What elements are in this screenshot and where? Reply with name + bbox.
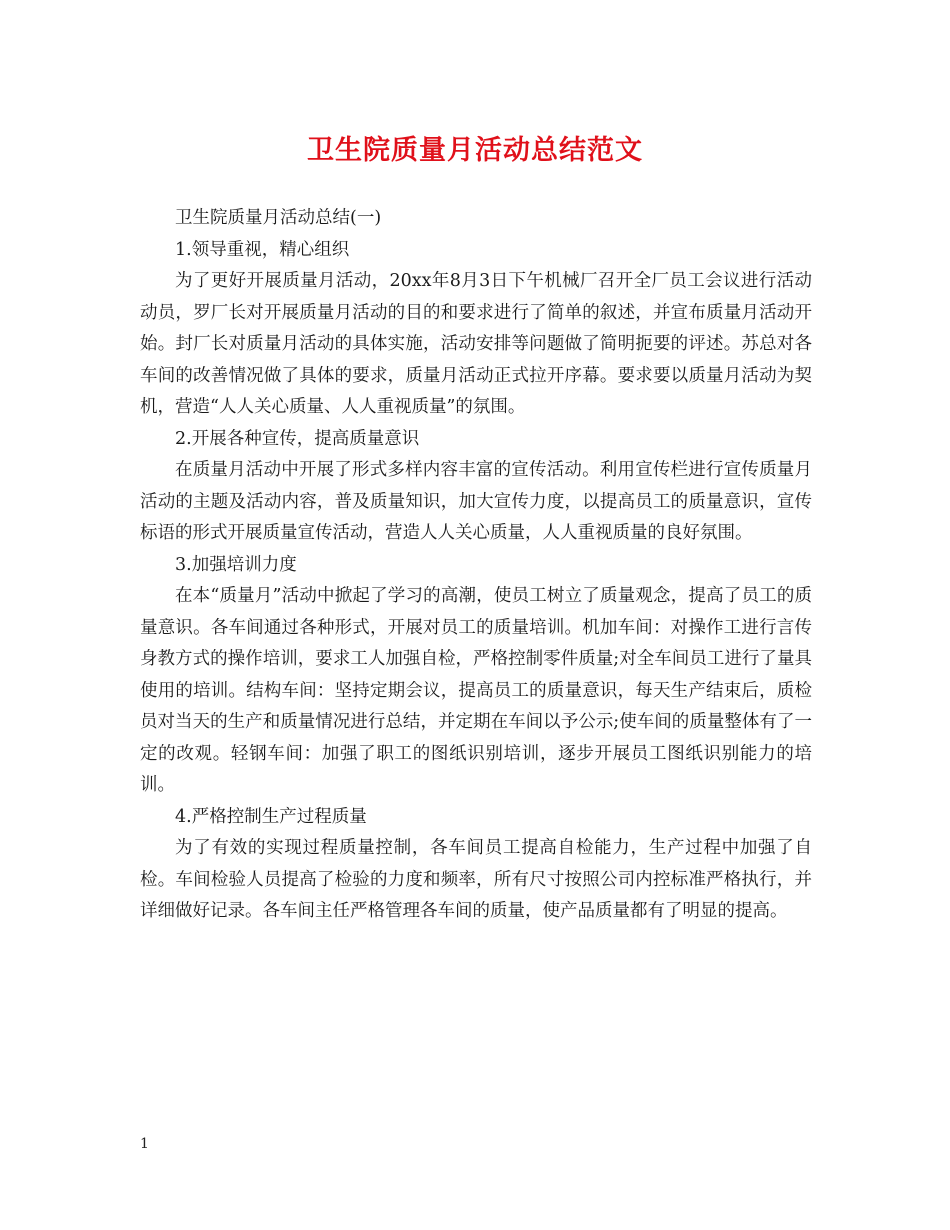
- subheading-3: 3.加强培训力度: [175, 554, 297, 575]
- subheading-4: 4.严格控制生产过程质量: [175, 806, 367, 827]
- document-title: 卫生院质量月活动总结范文: [307, 135, 643, 166]
- document-body: [140, 203, 812, 928]
- paragraph-3: 在本“质量月”活动中掀起了学习的高潮，使员工树立了质量观念，提高了员工的质量意识。各车间通过各种形式，开展对员工的质量培训。机加车间：对操作工进行言传身教方式的操作培训，要求工人加强自检，严格控制零件质量;对全车间员工进行了量具使用的培训。结构车间：坚持定期会议，提高员工的质量意识，每天生产结束后，质检员对当天的生产和质量情况进行总结，并定期在车间以予公示;使车间的质量整体有了一定的改观。轻钢车间：加强了职工的图纸识别培训，逐步开展员工图纸识别能力的培训。: [140, 586, 812, 795]
- subheading-1: 1.领导重视，精心组织: [175, 239, 350, 260]
- paragraph-1: 为了更好开展质量月活动，20xx年8月3日下午机械厂召开全厂员工会议进行活动动员，罗厂长对开展质量月活动的目的和要求进行了简单的叙述，并宣布质量月活动开始。封厂长对质量月活动的具体实施，活动安排等问题做了简明扼要的评述。苏总对各车间的改善情况做了具体的要求，质量月活动正式拉开序幕。要求要以质量月活动为契机，营造“人人关心质量、人人重视质量”的氛围。: [140, 271, 812, 417]
- paragraph-4: 为了有效的实现过程质量控制，各车间员工提高自检能力，生产过程中加强了自检。车间检验人员提高了检验的力度和频率，所有尺寸按照公司内控标准严格执行，并详细做好记录。各车间主任严格管理各车间的质量，使产品质量都有了明显的提高。: [140, 838, 812, 921]
- paragraph-2: 在质量月活动中开展了形式多样内容丰富的宣传活动。利用宣传栏进行宣传质量月活动的主题及活动内容，普及质量知识，加大宣传力度，以提高员工的质量意识，宣传标语的形式开展质量宣传活动，营造人人关心质量，人人重视质量的良好氛围。: [140, 460, 812, 543]
- page-number: 1: [140, 1136, 149, 1152]
- section-heading: 卫生院质量月活动总结(一): [175, 208, 382, 228]
- subheading-2: 2.开展各种宣传，提高质量意识: [175, 428, 420, 449]
